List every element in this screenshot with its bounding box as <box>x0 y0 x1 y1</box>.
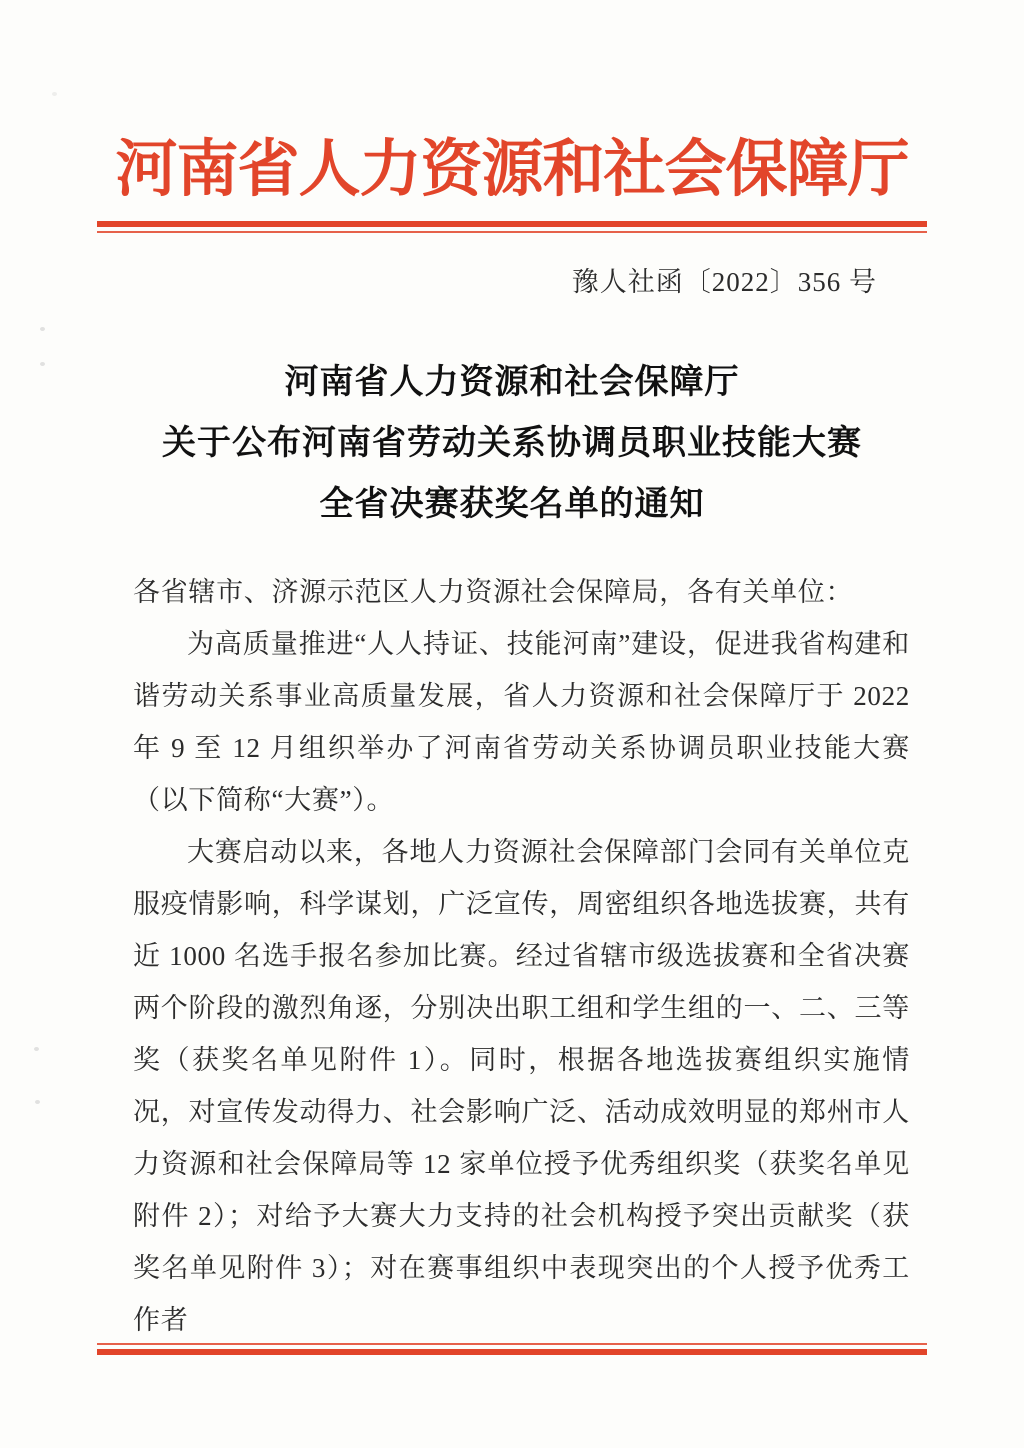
footer-thin-line <box>97 1343 927 1345</box>
notice-title-line1: 河南省人力资源和社会保障厅 <box>284 364 740 401</box>
letterhead-title: 河南省人力资源和社会保障厅 <box>115 136 909 204</box>
footer-thick-line <box>97 1349 927 1355</box>
notice-title-line2: 关于公布河南省劳动关系协调员职业技能大赛 <box>162 425 862 462</box>
document-number: 豫人社函〔2022〕356 号 <box>571 267 877 297</box>
scan-speck <box>52 92 57 96</box>
notice-title <box>0 352 1024 535</box>
scan-speck <box>40 327 45 331</box>
scan-speck <box>34 1047 39 1051</box>
letterhead-separator <box>97 221 927 233</box>
notice-title-line3: 全省决赛获奖名单的通知 <box>319 486 705 523</box>
separator-thick-line <box>97 221 927 227</box>
scan-speck <box>35 1100 40 1104</box>
salutation-line: 各省辖市、济源示范区人力资源社会保障局，各有关单位： <box>133 577 854 607</box>
paragraph-2: 大赛启动以来，各地人力资源社会保障部门会同有关单位克服疫情影响，科学谋划，广泛宣传，周密组织各地选拔赛，共有近 1000 名选手报名参加比赛。经过省辖市级选拔赛和全省决赛两个阶段的激烈角逐，分别决出职工组和学生组的一、二、三等奖（获奖名单见附件 1）。同时，根据各地选拔赛组织实施情况，对宣传发动得力、社会影响广泛、活动成效明显的郑州市人力资源和社会保障局等 12 家单位授予优秀组织奖（获奖名单见附件 2）；对给予大赛大力支持的社会机构授予突出贡献奖（获奖名单见附件 3）；对在赛事组织中表现突出的个人授予优秀工作者 <box>133 837 910 1335</box>
document-body <box>133 566 910 1346</box>
footer-separator <box>97 1343 927 1355</box>
paragraph-1: 为高质量推进“人人持证、技能河南”建设，促进我省构建和谐劳动关系事业高质量发展，省人力资源和社会保障厅于 2022 年 9 至 12 月组织举办了河南省劳动关系协调员职业技能大赛（以下简称“大赛”）。 <box>133 629 910 815</box>
scan-speck <box>40 362 45 366</box>
separator-thin-line <box>97 231 927 233</box>
